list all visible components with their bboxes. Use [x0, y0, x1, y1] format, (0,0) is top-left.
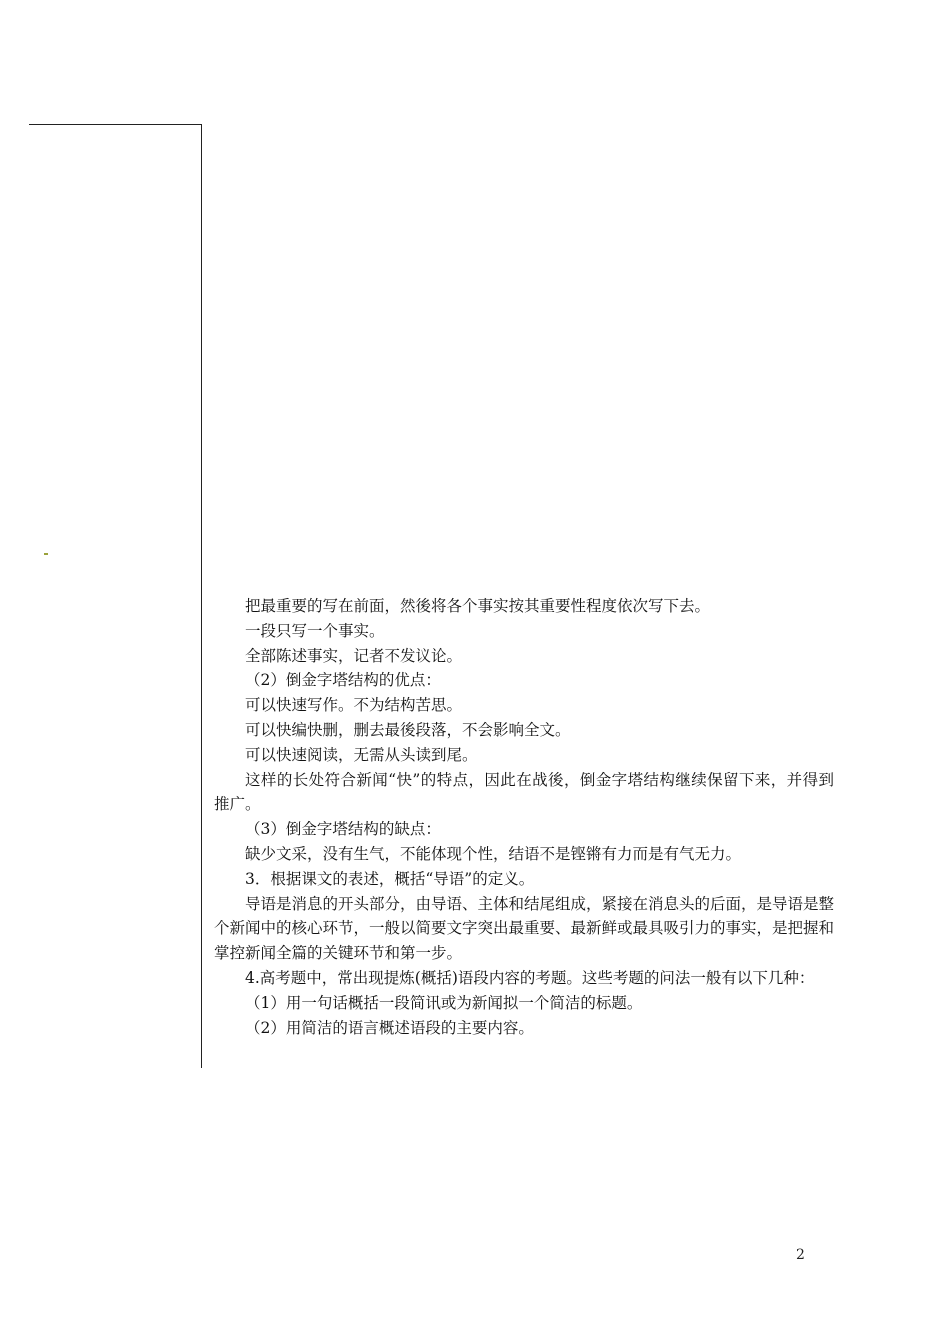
paragraph: 可以快速阅读，无需从头读到尾。: [245, 745, 478, 764]
paragraph: 全部陈述事实，记者不发议论。: [245, 646, 463, 665]
paragraph: 把最重要的写在前面，然後将各个事实按其重要性程度依次写下去。: [245, 597, 711, 615]
table-column-divider: [201, 124, 202, 1068]
paragraph: 一段只写一个事实。: [245, 621, 385, 640]
paragraph: 可以快速写作。不为结构苦思。: [245, 696, 463, 715]
paragraph: （2）倒金字塔结构的优点：: [245, 671, 441, 690]
stray-mark: [44, 553, 48, 555]
table-top-border: [29, 124, 201, 125]
paragraph: 这样的长处符合新闻“快”的特点，因此在战後，倒金字塔结构继续保留下来，并得到推广。: [214, 770, 834, 814]
body-text: [214, 594, 834, 1040]
paragraph: （1）用一句话概括一段简讯或为新闻拟一个简洁的标题。: [245, 993, 643, 1012]
paragraph: 导语是消息的开头部分，由导语、主体和结尾组成，紧接在消息头的后面，是导语是整个新闻中的核心环节，一般以简要文字突出最重要、最新鲜或最具吸引力的事实，是把握和掌控新闻全篇的关键环节和第一步。: [214, 894, 835, 963]
paragraph: 4.高考题中，常出现提炼(概括)语段内容的考题。这些考题的问法一般有以下几种：: [245, 968, 815, 987]
paragraph: （2）用简洁的语言概述语段的主要内容。: [245, 1018, 534, 1037]
paragraph: 可以快编快删，删去最後段落，不会影响全文。: [245, 720, 571, 739]
paragraph: 3．根据课文的表述，概括“导语”的定义。: [245, 869, 535, 888]
paragraph: （3）倒金字塔结构的缺点：: [245, 820, 441, 839]
paragraph: 缺少文采，没有生气，不能体现个性，结语不是铿锵有力而是有气无力。: [245, 844, 742, 863]
page-number: 2: [796, 1247, 805, 1263]
